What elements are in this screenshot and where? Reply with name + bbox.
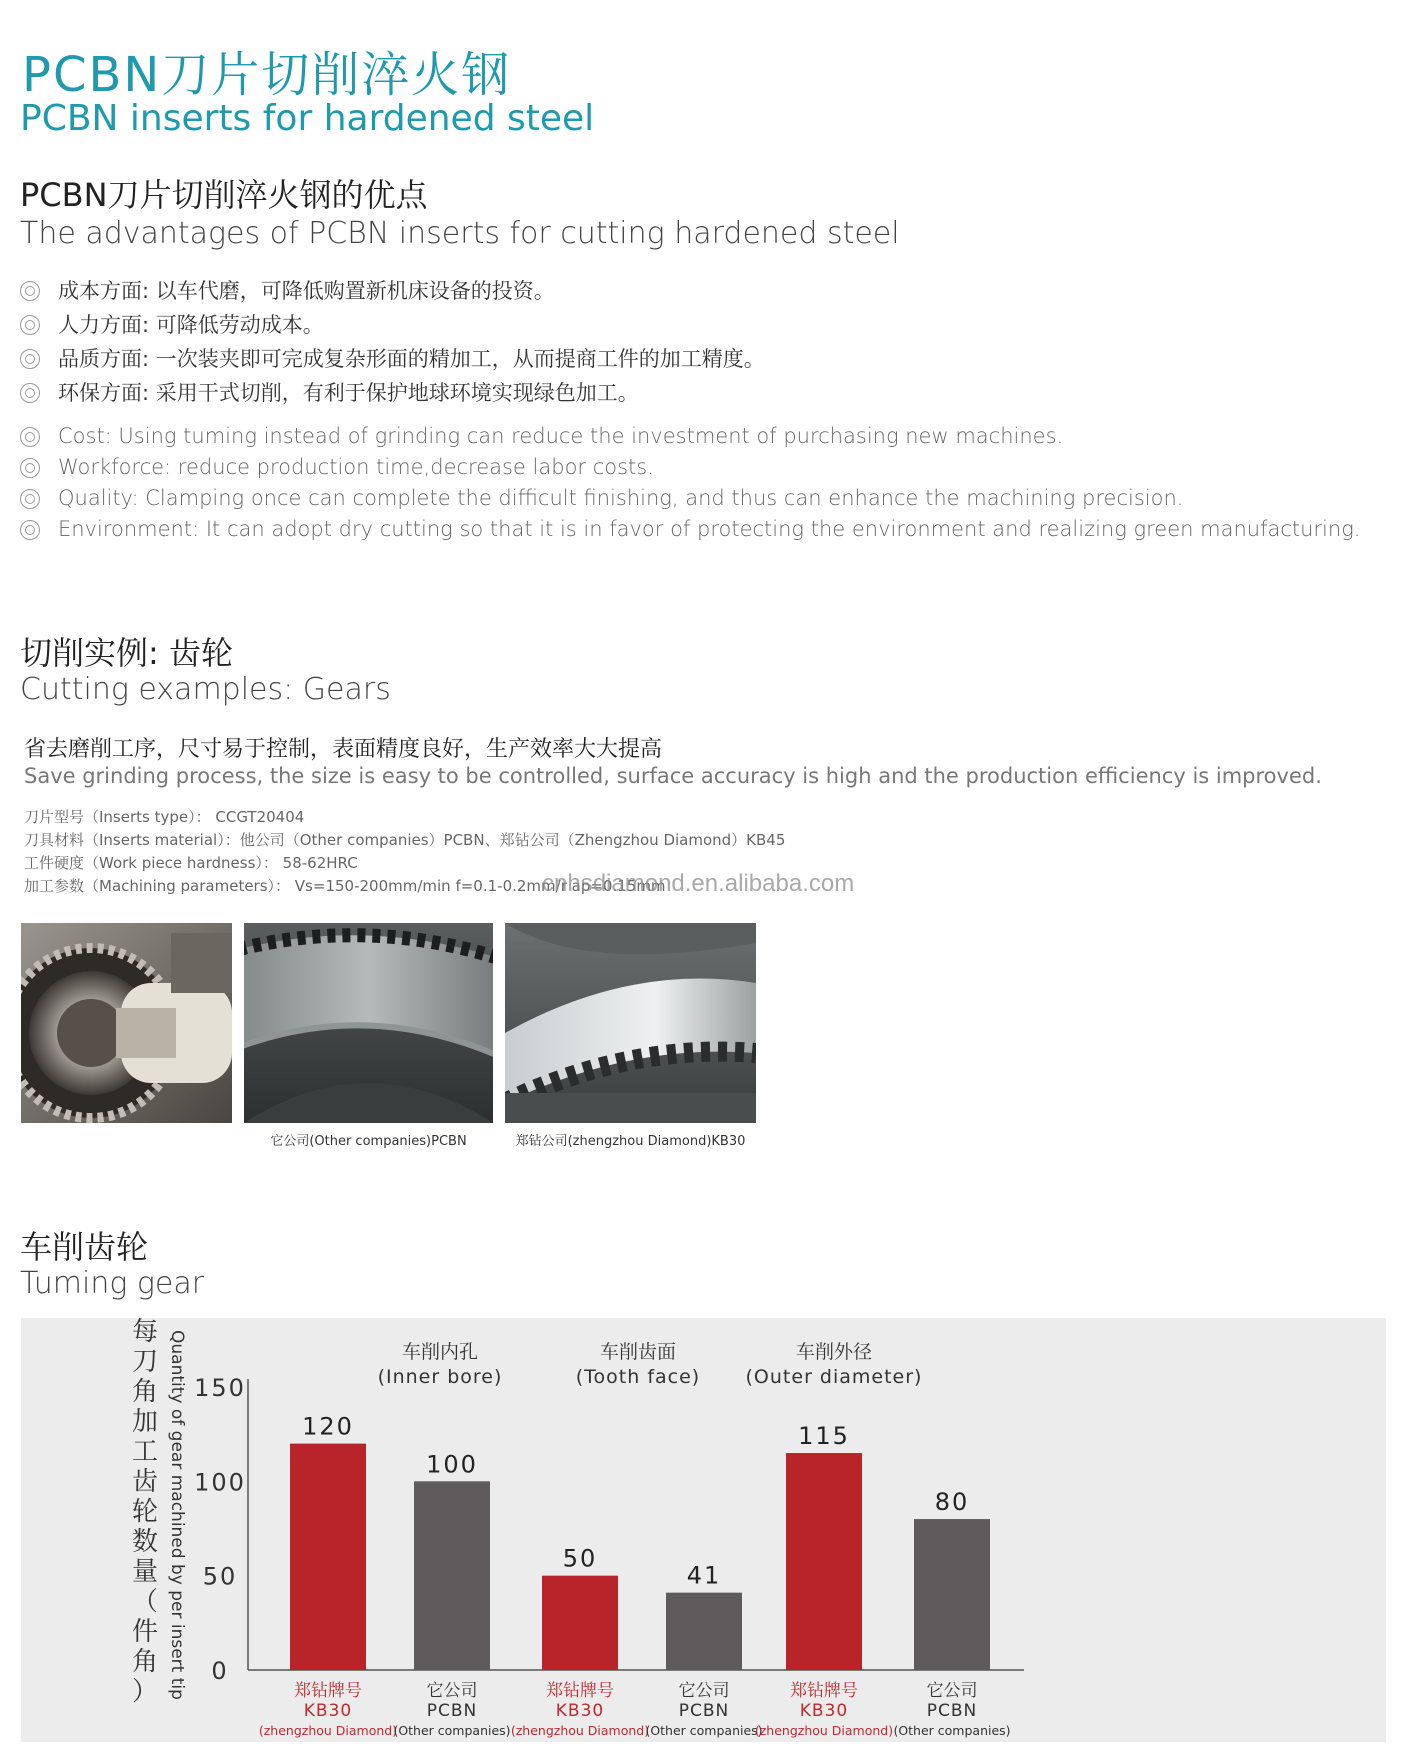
page-title-en: PCBN inserts for hardened steel [20, 98, 595, 139]
bar [786, 1453, 862, 1670]
y-axis-label-char: ） [131, 1677, 159, 1707]
param-hardness: 工件硬度（Work piece hardness）： 58-62HRC [24, 854, 358, 872]
category-label-line1: 它公司 [426, 1681, 478, 1701]
y-axis-label-char: 工 [131, 1437, 159, 1467]
bar [414, 1481, 490, 1670]
y-axis-label-cn [132, 1317, 158, 1707]
list-item-text: Cost: Using tuming instead of grinding can reduce the investment of purchasing new machines. [58, 424, 1064, 448]
category-label-line3: (Other companies) [393, 1723, 511, 1738]
y-axis-label-char: 量 [131, 1557, 159, 1587]
category-label-line2: PCBN [926, 1701, 978, 1721]
turning-heading-cn: 车削齿轮 [20, 1228, 149, 1266]
y-axis-label-char: 齿 [131, 1467, 159, 1497]
bar-value-label: 100 [426, 1450, 478, 1479]
y-axis-label-char: 每 [131, 1317, 159, 1347]
y-tick-label: 150 [194, 1374, 246, 1402]
y-tick-label: 100 [194, 1468, 246, 1497]
category-label-line2: KB30 [303, 1701, 353, 1721]
y-axis-label-char: 角 [131, 1377, 159, 1407]
bar-value-label: 41 [686, 1561, 722, 1590]
example-heading-en: Cutting examples: Gears [20, 672, 391, 707]
example-heading-cn: 切削实例: 齿轮 [20, 634, 233, 672]
category-label-line3: (zhengzhou Diamond) [510, 1723, 650, 1738]
list-item-text: 成本方面: 以车代磨，可降低购置新机床设备的投资。 [58, 279, 555, 303]
param-insert-material: 刀具材料（Inserts material）：他公司（Other companies）PCBN、郑钻公司（Zhengzhou Diamond）KB45 [24, 831, 786, 849]
list-item-text: Environment: It can adopt dry cutting so that it is in favor of protecting the environment and realizing green manufacturing. [58, 517, 1361, 541]
watermark: cnhsdiamond.en.alibaba.com [542, 870, 855, 897]
y-axis-label-char: 刀 [131, 1347, 159, 1377]
list-item-text: 人力方面: 可降低劳动成本。 [58, 313, 324, 337]
bar-value-label: 50 [562, 1544, 598, 1573]
group-label-cn: 车削内孔 [401, 1341, 479, 1363]
category-label-line2: KB30 [799, 1701, 849, 1721]
y-axis-label-en: Quantity of gear machined by per insert tip [167, 1330, 187, 1700]
bar [914, 1519, 990, 1670]
group-label-cn: 车削齿面 [599, 1341, 677, 1363]
category-label-line1: 郑钻牌号 [546, 1681, 614, 1701]
category-label-line3: (Other companies) [645, 1723, 763, 1738]
category-label-line2: PCBN [678, 1701, 730, 1721]
category-label-line3: (zhengzhou Diamond) [258, 1723, 398, 1738]
y-axis-label-char: 角 [131, 1647, 159, 1677]
category-label-line2: KB30 [555, 1701, 605, 1721]
page-title-cn: PCBN刀片切削淬火钢 [22, 47, 512, 103]
list-item-text: Quality: Clamping once can complete the difficult finishing, and thus can enhance the machining precision. [58, 486, 1184, 510]
turning-heading-en: Tuming gear [20, 1266, 205, 1301]
group-label-en: (Tooth face) [575, 1366, 701, 1388]
category-label-line1: 郑钻牌号 [294, 1681, 362, 1701]
bar [542, 1576, 618, 1670]
bar-value-label: 115 [798, 1422, 850, 1451]
advantages-heading-cn: PCBN刀片切削淬火钢的优点 [20, 176, 428, 214]
y-axis-label-char: 数 [131, 1527, 159, 1557]
y-axis-label-char: 加 [131, 1407, 159, 1437]
bar [290, 1444, 366, 1670]
bar [666, 1593, 742, 1670]
photo-caption-kb30: 郑钻公司(zhengzhou Diamond)KB30 [515, 1134, 746, 1149]
photo-caption-other: 它公司(Other companies)PCBN [270, 1134, 467, 1149]
group-label-en: (Outer diameter) [745, 1366, 923, 1388]
y-tick-label: 50 [202, 1562, 238, 1591]
list-item-text: 品质方面: 一次装夹即可完成复杂形面的精加工，从而提商工件的加工精度。 [58, 347, 765, 371]
list-item-text: Workforce: reduce production time,decrease labor costs. [58, 455, 654, 479]
list-item-text: 环保方面: 采用干式切削，有利于保护地球环境实现绿色加工。 [58, 381, 639, 405]
category-label-line2: PCBN [426, 1701, 478, 1721]
category-label-line1: 它公司 [926, 1681, 978, 1701]
param-insert-type: 刀片型号（Inserts type）： CCGT20404 [24, 808, 305, 826]
param-machining: 加工参数（Machining parameters）： Vs=150-200mm/min f=0.1-0.2mm/r ap=0.15mm [24, 877, 666, 895]
category-label-line3: (Other companies) [893, 1723, 1011, 1738]
bar-value-label: 80 [934, 1488, 970, 1517]
category-label-line1: 它公司 [678, 1681, 730, 1701]
example-summary-cn: 省去磨削工序，尺寸易于控制，表面精度良好，生产效率大大提高 [24, 737, 663, 762]
group-label-en: (Inner bore) [377, 1366, 503, 1388]
y-axis-label-char: （ [131, 1587, 159, 1617]
y-axis-label-char: 件 [131, 1617, 159, 1647]
advantages-heading-en: The advantages of PCBN inserts for cutting hardened steel [20, 216, 900, 251]
example-summary-en: Save grinding process, the size is easy to be controlled, surface accuracy is high and the production efficiency is improved. [24, 764, 1322, 788]
category-label-line3: (zhengzhou Diamond) [754, 1723, 894, 1738]
category-label-line1: 郑钻牌号 [790, 1681, 858, 1701]
y-tick-label: 0 [211, 1657, 229, 1685]
group-label-cn: 车削外径 [795, 1341, 873, 1363]
bar-value-label: 120 [302, 1412, 354, 1441]
y-axis-label-char: 轮 [131, 1497, 159, 1527]
